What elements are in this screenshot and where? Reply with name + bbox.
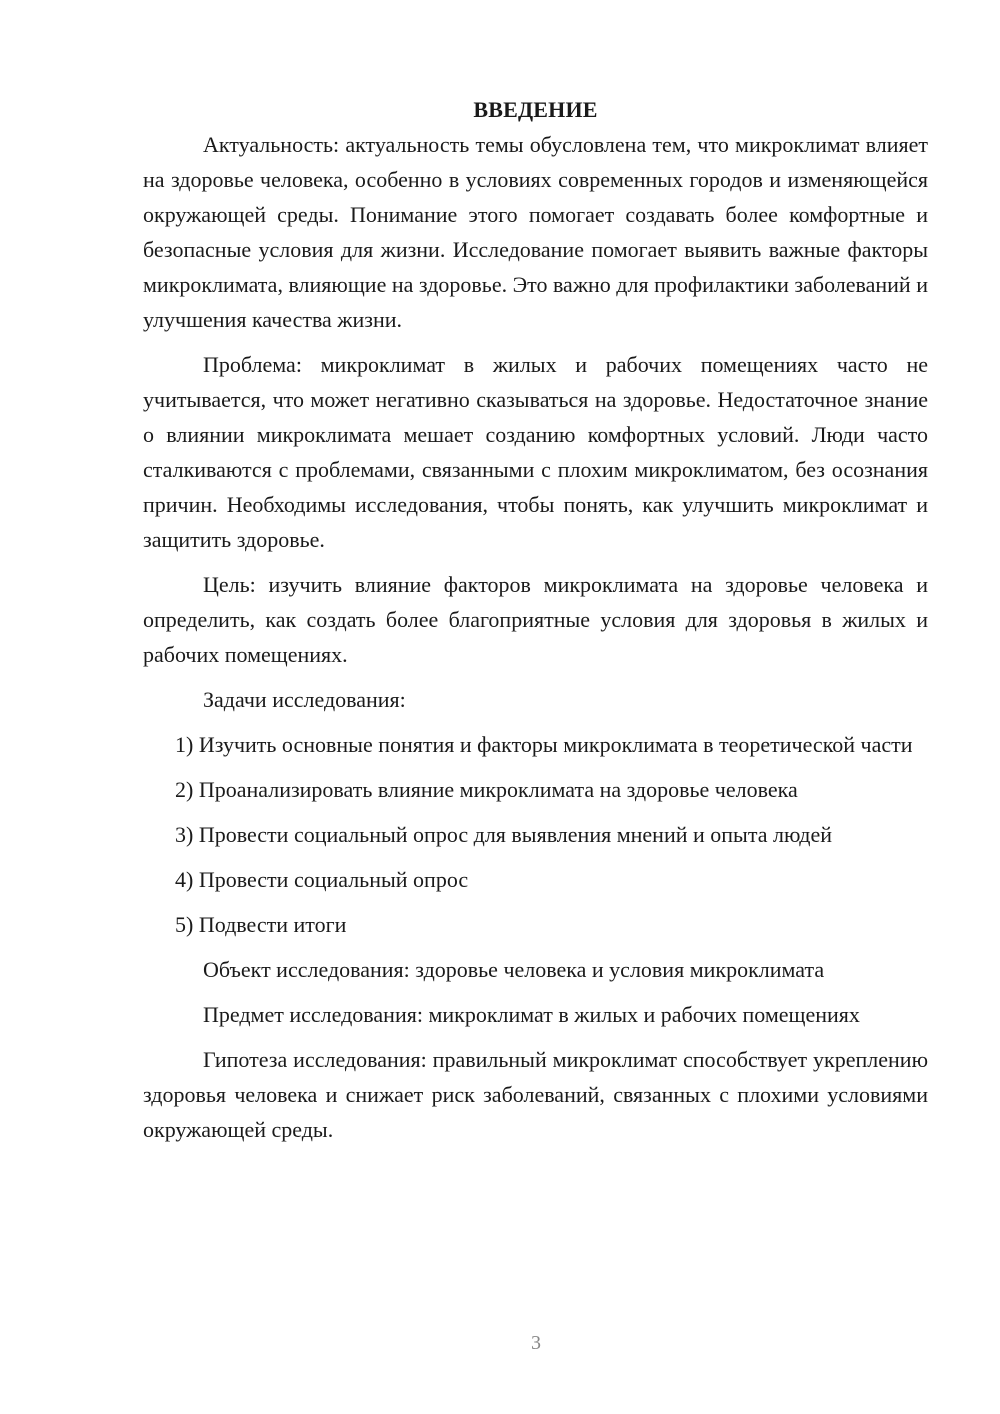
task-item-2: 2) Проанализировать влияние микроклимата на здоровье человека xyxy=(175,777,798,802)
goal-paragraph: Цель: изучить влияние факторов микроклимата на здоровье человека и определить, как создать более благоприятные условия для здоровья в жилых и рабочих помещениях. xyxy=(143,572,928,667)
object-paragraph: Объект исследования: здоровье человека и условия микроклимата xyxy=(203,957,825,982)
task-item-5: 5) Подвести итоги xyxy=(175,912,347,937)
hypothesis-paragraph: Гипотеза исследования: правильный микроклимат способствует укреплению здоровья человека и снижает риск заболеваний, связанных с плохими условиями окружающей среды. xyxy=(143,1047,928,1142)
subject-paragraph: Предмет исследования: микроклимат в жилых и рабочих помещениях xyxy=(203,1002,860,1027)
problem-paragraph: Проблема: микроклимат в жилых и рабочих помещениях часто не учитывается, что может негативно сказываться на здоровье. Недостаточное знание о влиянии микроклимата мешает созданию комфортных условий. Люди часто сталкиваются с проблемами, связанными с плохим микроклиматом, без осознания причин. Необходимы исследования, чтобы понять, как улучшить микроклимат и защитить здоровье. xyxy=(143,352,928,552)
task-item-4: 4) Провести социальный опрос xyxy=(175,867,469,892)
relevance-paragraph: Актуальность: актуальность темы обусловлена тем, что микроклимат влияет на здоровье человека, особенно в условиях современных городов и изменяющейся окружающей среды. Понимание этого помогает создавать более комфортные и безопасные условия для жизни. Исследование помогает выявить важные факторы микроклимата, влияющие на здоровье. Это важно для профилактики заболеваний и улучшения качества жизни. xyxy=(143,132,928,332)
page-number: 3 xyxy=(531,1332,541,1354)
tasks-heading: Задачи исследования: xyxy=(203,687,406,712)
task-item-1: 1) Изучить основные понятия и факторы микроклимата в теоретической части xyxy=(175,732,913,757)
task-item-3: 3) Провести социальный опрос для выявления мнений и опыта людей xyxy=(175,822,833,847)
document-page xyxy=(143,92,928,1157)
page-title: ВВЕДЕНИЕ xyxy=(473,97,598,122)
